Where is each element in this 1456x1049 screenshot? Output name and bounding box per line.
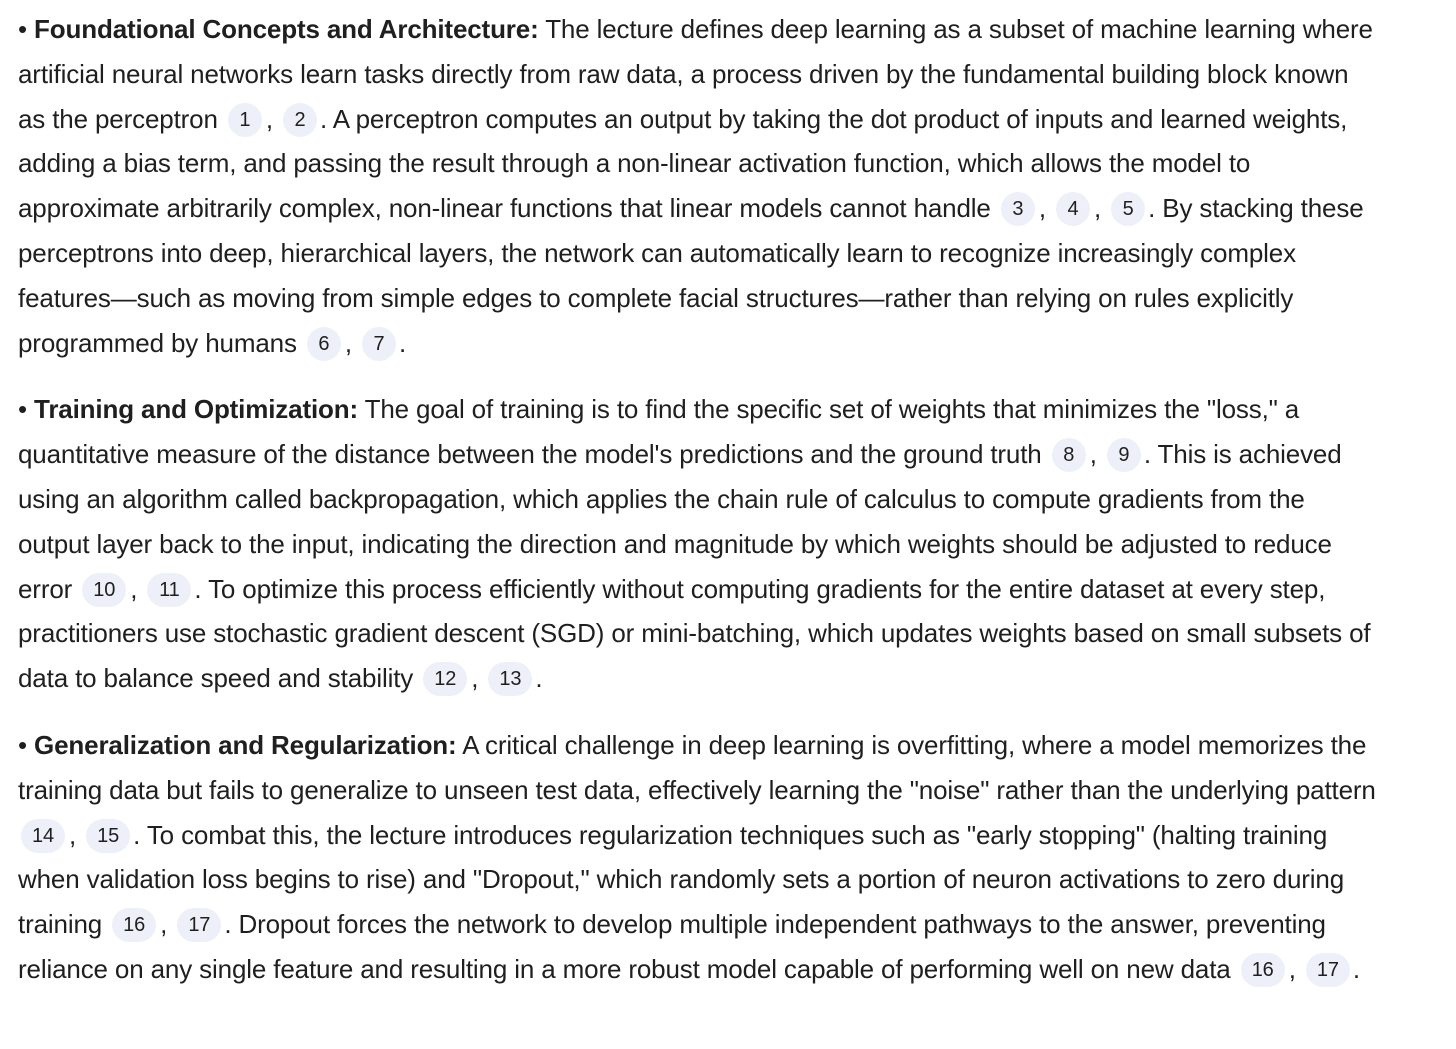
citation-chip[interactable]: 12 — [423, 662, 467, 696]
section-text: . — [399, 327, 407, 358]
section-title: Training and Optimization: — [34, 394, 359, 425]
bullet-marker: • — [18, 394, 27, 425]
section-text: The goal of training is to find the specific set of weights that minimizes the "loss," a quantitative measure of the distance between the model's predictions and the ground truth — [18, 394, 1300, 470]
section-text: . This is achieved using an algorithm called backpropagation, which applies the chain rule of calculus to compute gradients from the output layer back to the input, indicating the direction and magnitude by which weights should be adjusted to reduce error — [18, 439, 1342, 604]
citation-chip[interactable]: 17 — [1306, 953, 1350, 987]
section-text: . A perceptron computes an output by taking the dot product of inputs and learned weights, adding a bias term, and passing the result through a non-linear activation function, which allows the model to approximate arbitrarily complex, non-linear functions that linear models cannot handle — [18, 103, 1348, 224]
section-title: Generalization and Regularization: — [34, 729, 457, 760]
citation-chip[interactable]: 2 — [283, 103, 317, 137]
citation-chip[interactable]: 7 — [362, 327, 396, 361]
citation-chip[interactable]: 9 — [1107, 438, 1141, 472]
citation-chip[interactable]: 6 — [307, 327, 341, 361]
citation-chip[interactable]: 10 — [82, 573, 126, 607]
section-text: . — [1352, 953, 1360, 984]
section-text: . Dropout forces the network to develop multiple independent pathways to the answer, preventing reliance on any single feature and resulting in a more robust model capable of performing well on new data — [18, 909, 1326, 984]
section-text: A critical challenge in deep learning is overfitting, where a model memorizes the training data but fails to generalize to unseen test data, effectively learning the "noise" rather than the underlying pattern — [18, 729, 1376, 805]
citation-chip[interactable]: 1 — [228, 103, 262, 137]
citation-chip[interactable]: 13 — [488, 662, 532, 696]
citation-chip[interactable]: 15 — [86, 819, 130, 853]
bullet-foundational-concepts: • Foundational Concepts and Architecture: The lecture defines deep learning as a subset of machine learning where artificial neural networks learn tasks directly from raw data, a process driven by the fundamental building block known as the perceptron 1 , 2 . A perceptron computes an output by taking the dot product of inputs and learned weights, adding a bias term, and passing the result through a non-linear activation function, which allows the model to approximate arbitrarily complex, non-linear functions that linear models cannot handle 3 , 4 , 5 . By stacking these perceptrons into deep, hierarchical layers, the network can automatically learn to recognize increasingly complex features—such as moving from simple edges to complete facial structures—rather than relying on rules explicitly programmed by humans 6 , 7 . — [18, 7, 1378, 365]
citation-chip[interactable]: 17 — [177, 908, 221, 942]
bullet-marker: • — [18, 729, 27, 760]
section-text: . To optimize this process efficiently without computing gradients for the entire dataset at every step, practitioners use stochastic gradient descent (SGD) or mini-batching, which updates weights based on small subsets of data to balance speed and stability — [18, 573, 1371, 694]
bullet-training-optimization: • Training and Optimization: The goal of training is to find the specific set of weights that minimizes the "loss," a quantitative measure of the distance between the model's predictions and the ground truth 8 , 9 . This is achieved using an algorithm called backpropagation, which applies the chain rule of calculus to compute gradients from the output layer back to the input, indicating the direction and magnitude by which weights should be adjusted to reduce error 10 , 11 . To optimize this process efficiently without computing gradients for the entire dataset at every step, practitioners use stochastic gradient descent (SGD) or mini-batching, which updates weights based on small subsets of data to balance speed and stability 12 , 13 . — [18, 387, 1378, 701]
section-text: . To combat this, the lecture introduces regularization techniques such as "early stopping" (halting training when validation loss begins to rise) and "Dropout," which randomly sets a portion of neuron activations to zero during training — [18, 819, 1345, 940]
citation-chip[interactable]: 16 — [112, 908, 156, 942]
bullet-marker: • — [18, 14, 27, 44]
section-title: Foundational Concepts and Architecture: — [34, 14, 539, 44]
citation-chip[interactable]: 3 — [1001, 192, 1035, 226]
bullet-generalization-regularization: • Generalization and Regularization: A critical challenge in deep learning is overfitting, where a model memorizes the training data but fails to generalize to unseen test data, effectively learning the "noise" rather than the underlying pattern 14 , 15 . To combat this, the lecture introduces regularization techniques such as "early stopping" (halting training when validation loss begins to rise) and "Dropout," which randomly sets a portion of neuron activations to zero during training 16 , 17 . Dropout forces the network to develop multiple independent pathways to the answer, preventing reliance on any single feature and resulting in a more robust model capable of performing well on new data 16 , 17 . — [18, 723, 1378, 992]
section-text: . By stacking these perceptrons into deep, hierarchical layers, the network can automatically learn to recognize increasingly complex features—such as moving from simple edges to complete facial structures—rather than relying on rules explicitly programmed by humans — [18, 193, 1364, 358]
section-text: . — [535, 663, 543, 694]
citation-chip[interactable]: 16 — [1241, 953, 1285, 987]
citation-chip[interactable]: 14 — [21, 819, 65, 853]
citation-chip[interactable]: 5 — [1111, 192, 1145, 226]
section-text: The lecture defines deep learning as a subset of machine learning where artificial neural networks learn tasks directly from raw data, a process driven by the fundamental building block known as the perceptron — [18, 14, 1373, 134]
citation-chip[interactable]: 4 — [1056, 192, 1090, 226]
citation-chip[interactable]: 8 — [1052, 438, 1086, 472]
citation-chip[interactable]: 11 — [147, 573, 191, 607]
